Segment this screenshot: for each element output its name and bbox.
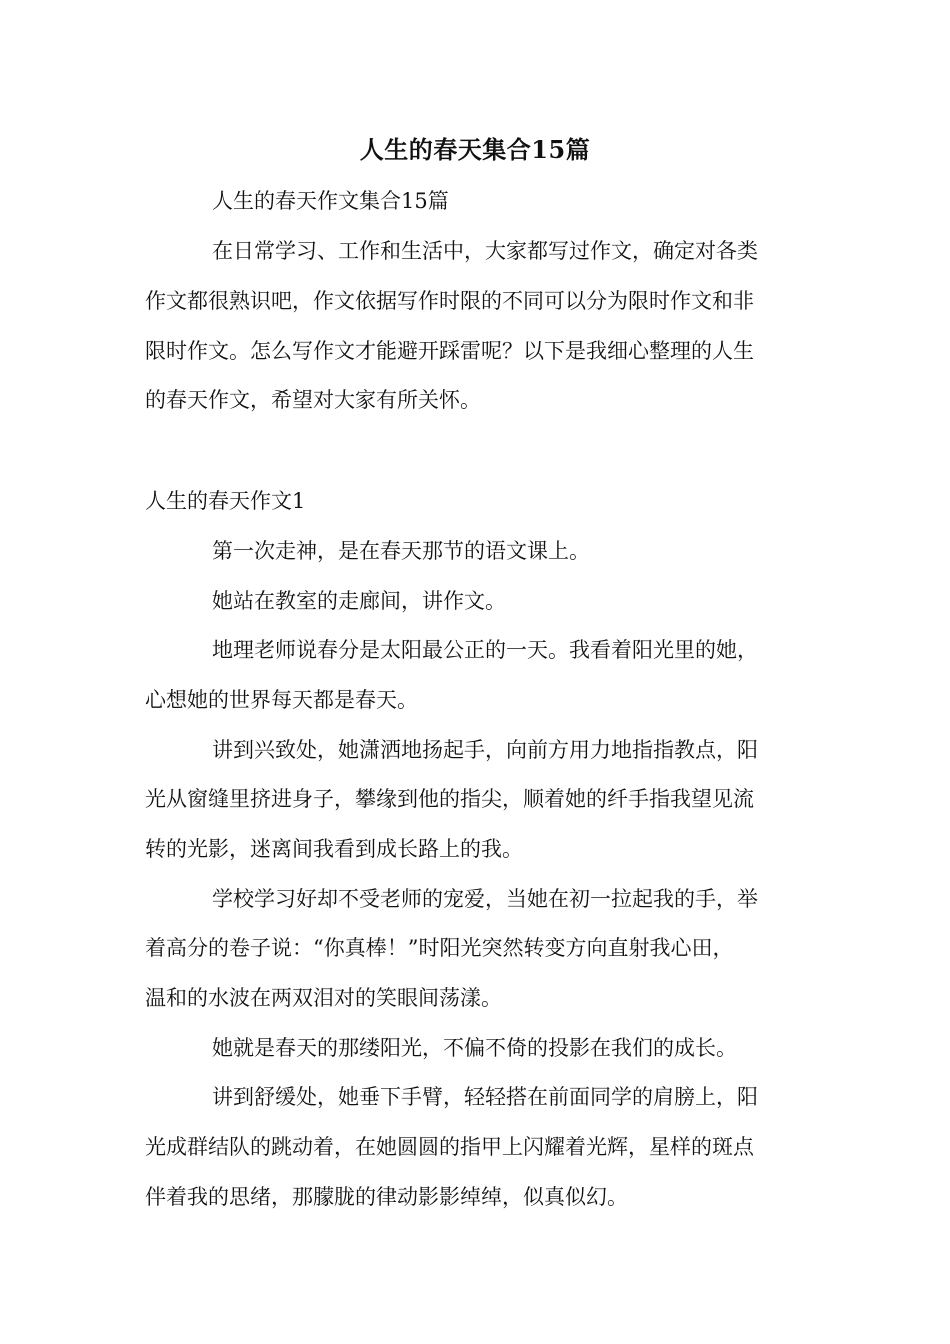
document-subtitle: 人生的春天作文集合15篇 bbox=[212, 189, 449, 213]
intro-line-1: 在日常学习、工作和生活中，大家都写过作文，确定对各类 bbox=[212, 239, 758, 263]
body-line-9: 着高分的卷子说：“你真棒！”时阳光突然转变方向直射我心田， bbox=[145, 936, 734, 960]
body-line-8: 学校学习好却不受老师的宠爱，当她在初一拉起我的手，举 bbox=[212, 887, 758, 911]
body-line-3: 地理老师说春分是太阳最公正的一天。我看着阳光里的她， bbox=[212, 638, 758, 662]
intro-line-3: 限时作文。怎么写作文才能避开踩雷呢？以下是我细心整理的人生 bbox=[145, 339, 754, 363]
body-line-12: 讲到舒缓处，她垂下手臂，轻轻搭在前面同学的肩膀上，阳 bbox=[212, 1085, 758, 1109]
document-title: 人生的春天集合15篇 bbox=[359, 135, 591, 164]
body-line-11: 她就是春天的那缕阳光，不偏不倚的投影在我们的成长。 bbox=[212, 1036, 737, 1060]
body-line-7: 转的光影，迷离间我看到成长路上的我。 bbox=[145, 837, 523, 861]
body-line-14: 伴着我的思绪，那朦胧的律动影影绰绰，似真似幻。 bbox=[145, 1185, 628, 1209]
section-heading: 人生的春天作文1 bbox=[145, 489, 306, 513]
body-line-2: 她站在教室的走廊间，讲作文。 bbox=[212, 589, 506, 613]
intro-line-4: 的春天作文，希望对大家有所关怀。 bbox=[145, 388, 481, 412]
body-line-1: 第一次走神，是在春天那节的语文课上。 bbox=[212, 539, 590, 563]
intro-line-2: 作文都很熟识吧，作文依据写作时限的不同可以分为限时作文和非 bbox=[145, 289, 754, 313]
body-line-13: 光成群结队的跳动着，在她圆圆的指甲上闪耀着光辉，星样的斑点 bbox=[145, 1135, 754, 1159]
body-line-6: 光从窗缝里挤进身子，攀缘到他的指尖，顺着她的纤手指我望见流 bbox=[145, 787, 754, 811]
body-line-10: 温和的水波在两双泪对的笑眼间荡漾。 bbox=[145, 986, 502, 1010]
body-line-4: 心想她的世界每天都是春天。 bbox=[145, 688, 418, 712]
body-line-5: 讲到兴致处，她潇洒地扬起手，向前方用力地指指教点，阳 bbox=[212, 738, 758, 762]
